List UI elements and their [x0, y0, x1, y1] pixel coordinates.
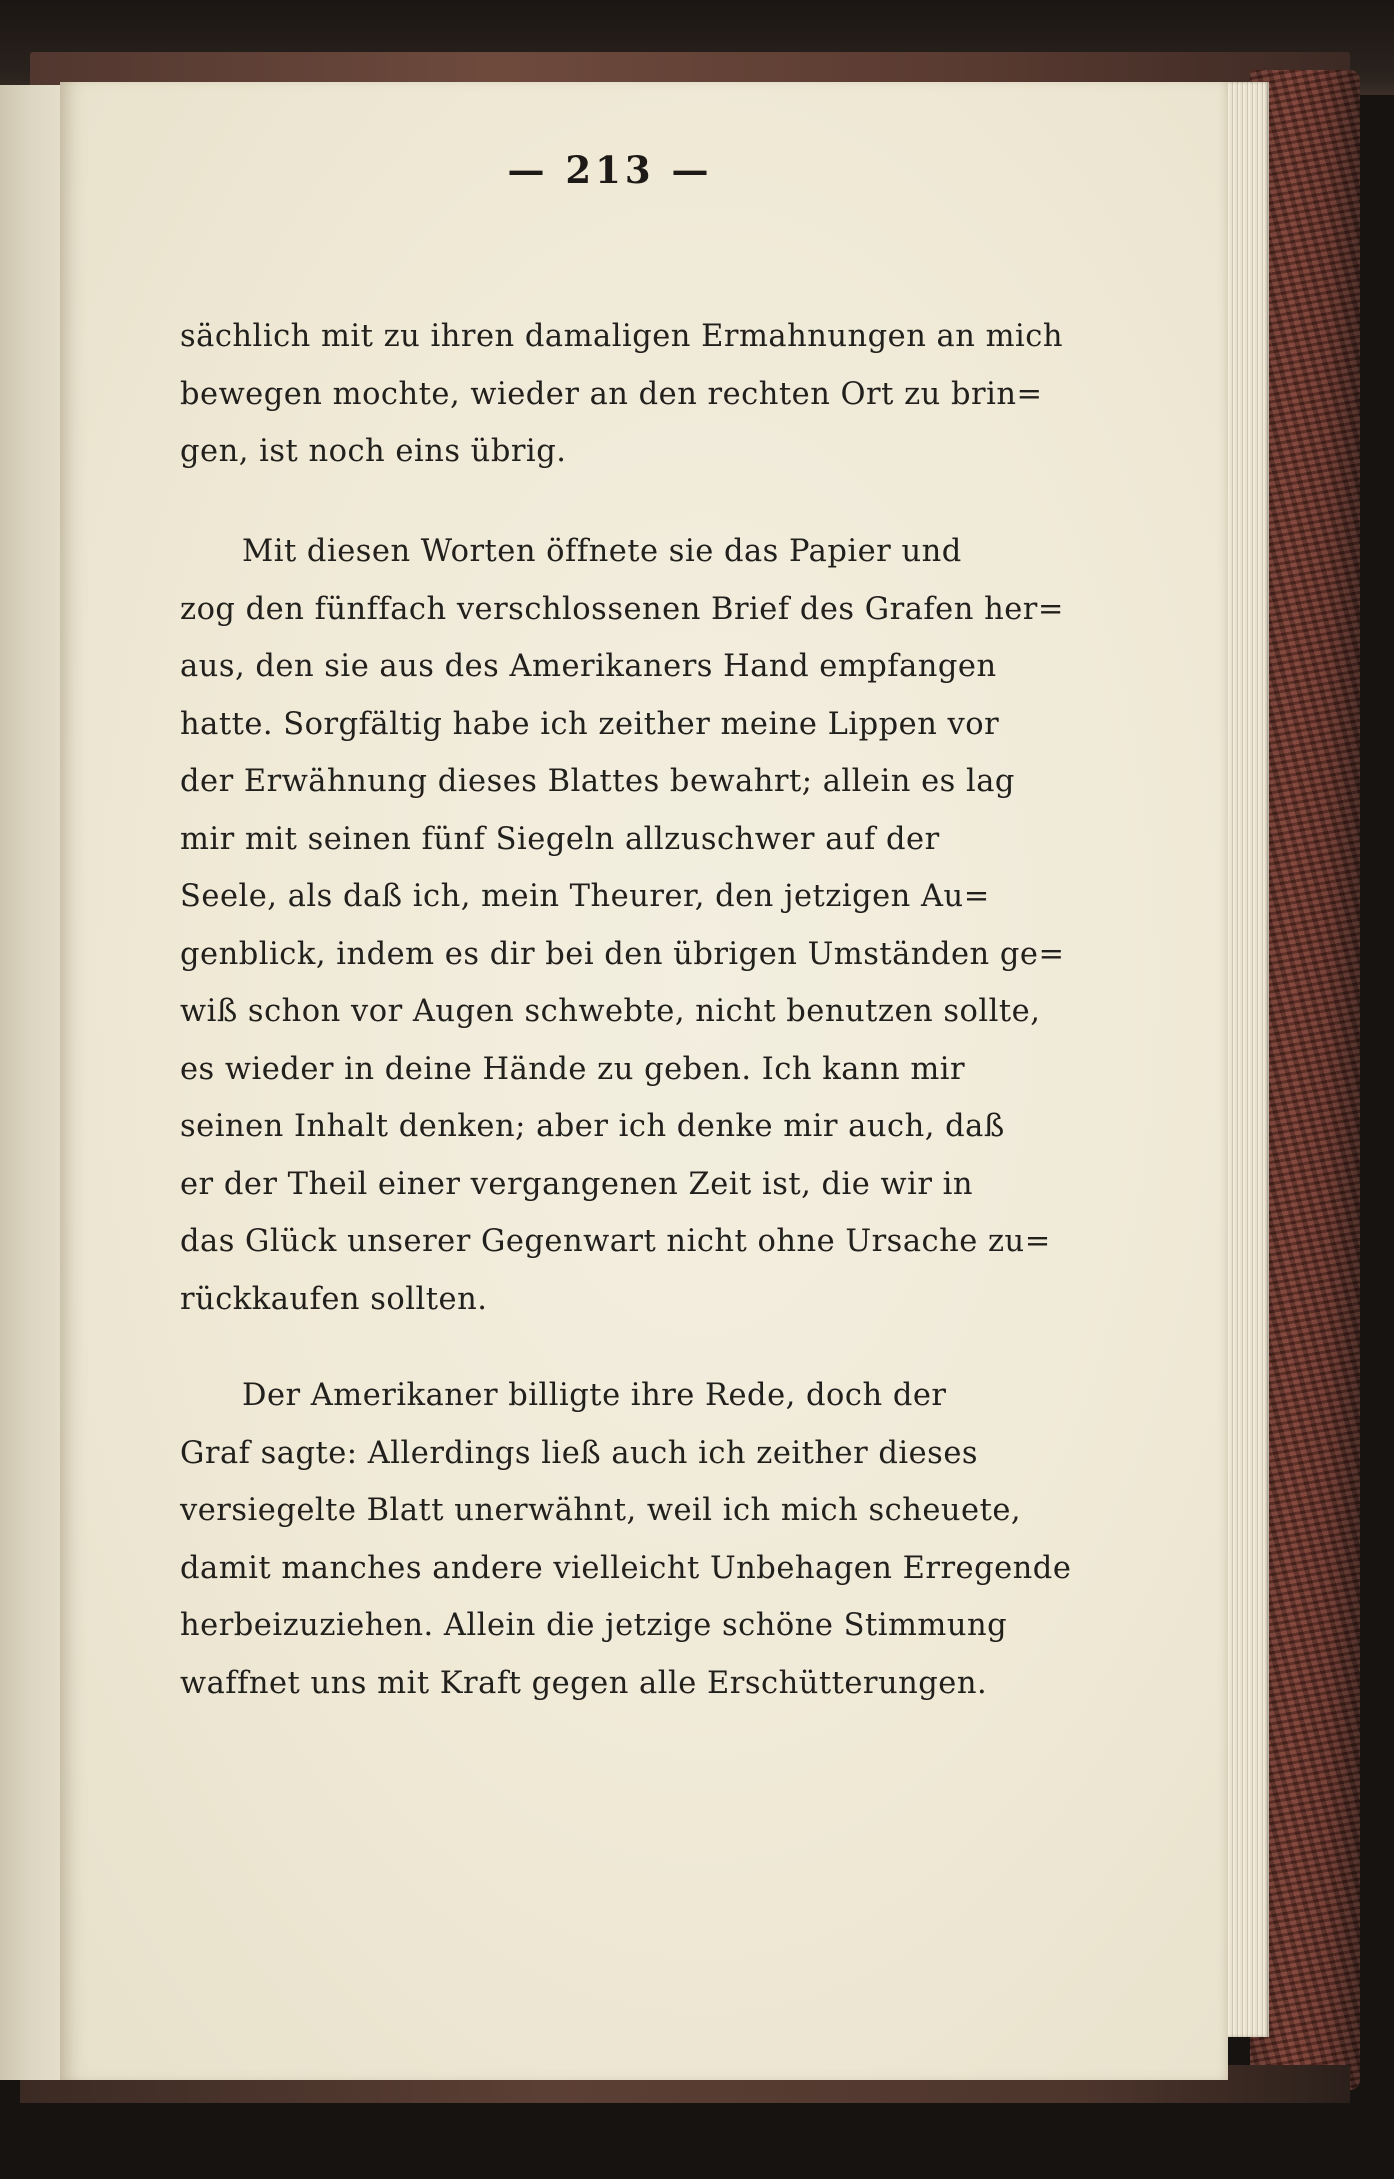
text-line: sächlich mit zu ihren damaligen Ermahnungen an mich [180, 319, 1063, 354]
text-line: damit manches andere vielleicht Unbehagen Erregende [180, 1550, 1072, 1586]
paragraph-3 [180, 1367, 1072, 1712]
text-line: zog den fünffach verschlossenen Brief des Grafen her= [180, 591, 1064, 627]
text-line: das Glück unserer Gegenwart nicht ohne Ursache zu= [180, 1224, 1051, 1259]
text-line: wiß schon vor Augen schwebte, nicht benutzen sollte, [180, 994, 1041, 1029]
paragraph-2 [180, 523, 1065, 1328]
paragraph-1 [180, 308, 1063, 481]
page-block-edges [1225, 82, 1269, 2037]
text-line: seinen Inhalt denken; aber ich denke mir auch, daß [180, 1109, 1005, 1144]
text-line: herbeizuziehen. Allein die jetzige schöne Stimmung [180, 1608, 1008, 1643]
text-line: bewegen mochte, wieder an den rechten Ort zu brin= [180, 376, 1043, 412]
text-line: genblick, indem es dir bei den übrigen Umständen ge= [180, 936, 1065, 972]
text-line: mir mit seinen fünf Siegeln allzuschwer auf der [180, 821, 940, 857]
text-line: rückkaufen sollten. [180, 1281, 488, 1317]
text-line: versiegelte Blatt unerwähnt, weil ich mich scheuete, [180, 1493, 1022, 1528]
text-line: gen, ist noch eins übrig. [180, 434, 567, 469]
text-line: der Erwähnung dieses Blattes bewahrt; allein es lag [180, 764, 1015, 799]
text-line: waffnet uns mit Kraft gegen alle Erschütterungen. [180, 1665, 988, 1701]
text-line: Seele, als daß ich, mein Theurer, den jetzigen Au= [180, 879, 990, 914]
text-line: Graf sagte: Allerdings ließ auch ich zeither dieses [180, 1435, 979, 1471]
text-line: aus, den sie aus des Amerikaners Hand empfangen [180, 649, 997, 684]
text-line: er der Theil einer vergangenen Zeit ist, die wir in [180, 1166, 974, 1202]
page-number: — 213 — [507, 148, 713, 192]
text-line: es wieder in deine Hände zu geben. Ich kann mir [180, 1051, 966, 1087]
text-line: Mit diesen Worten öffnete sie das Papier und [242, 534, 962, 569]
facing-page-edge [0, 85, 65, 2080]
text-line: hatte. Sorgfältig habe ich zeither meine Lippen vor [180, 706, 1000, 742]
text-line: Der Amerikaner billigte ihre Rede, doch der [242, 1378, 947, 1413]
